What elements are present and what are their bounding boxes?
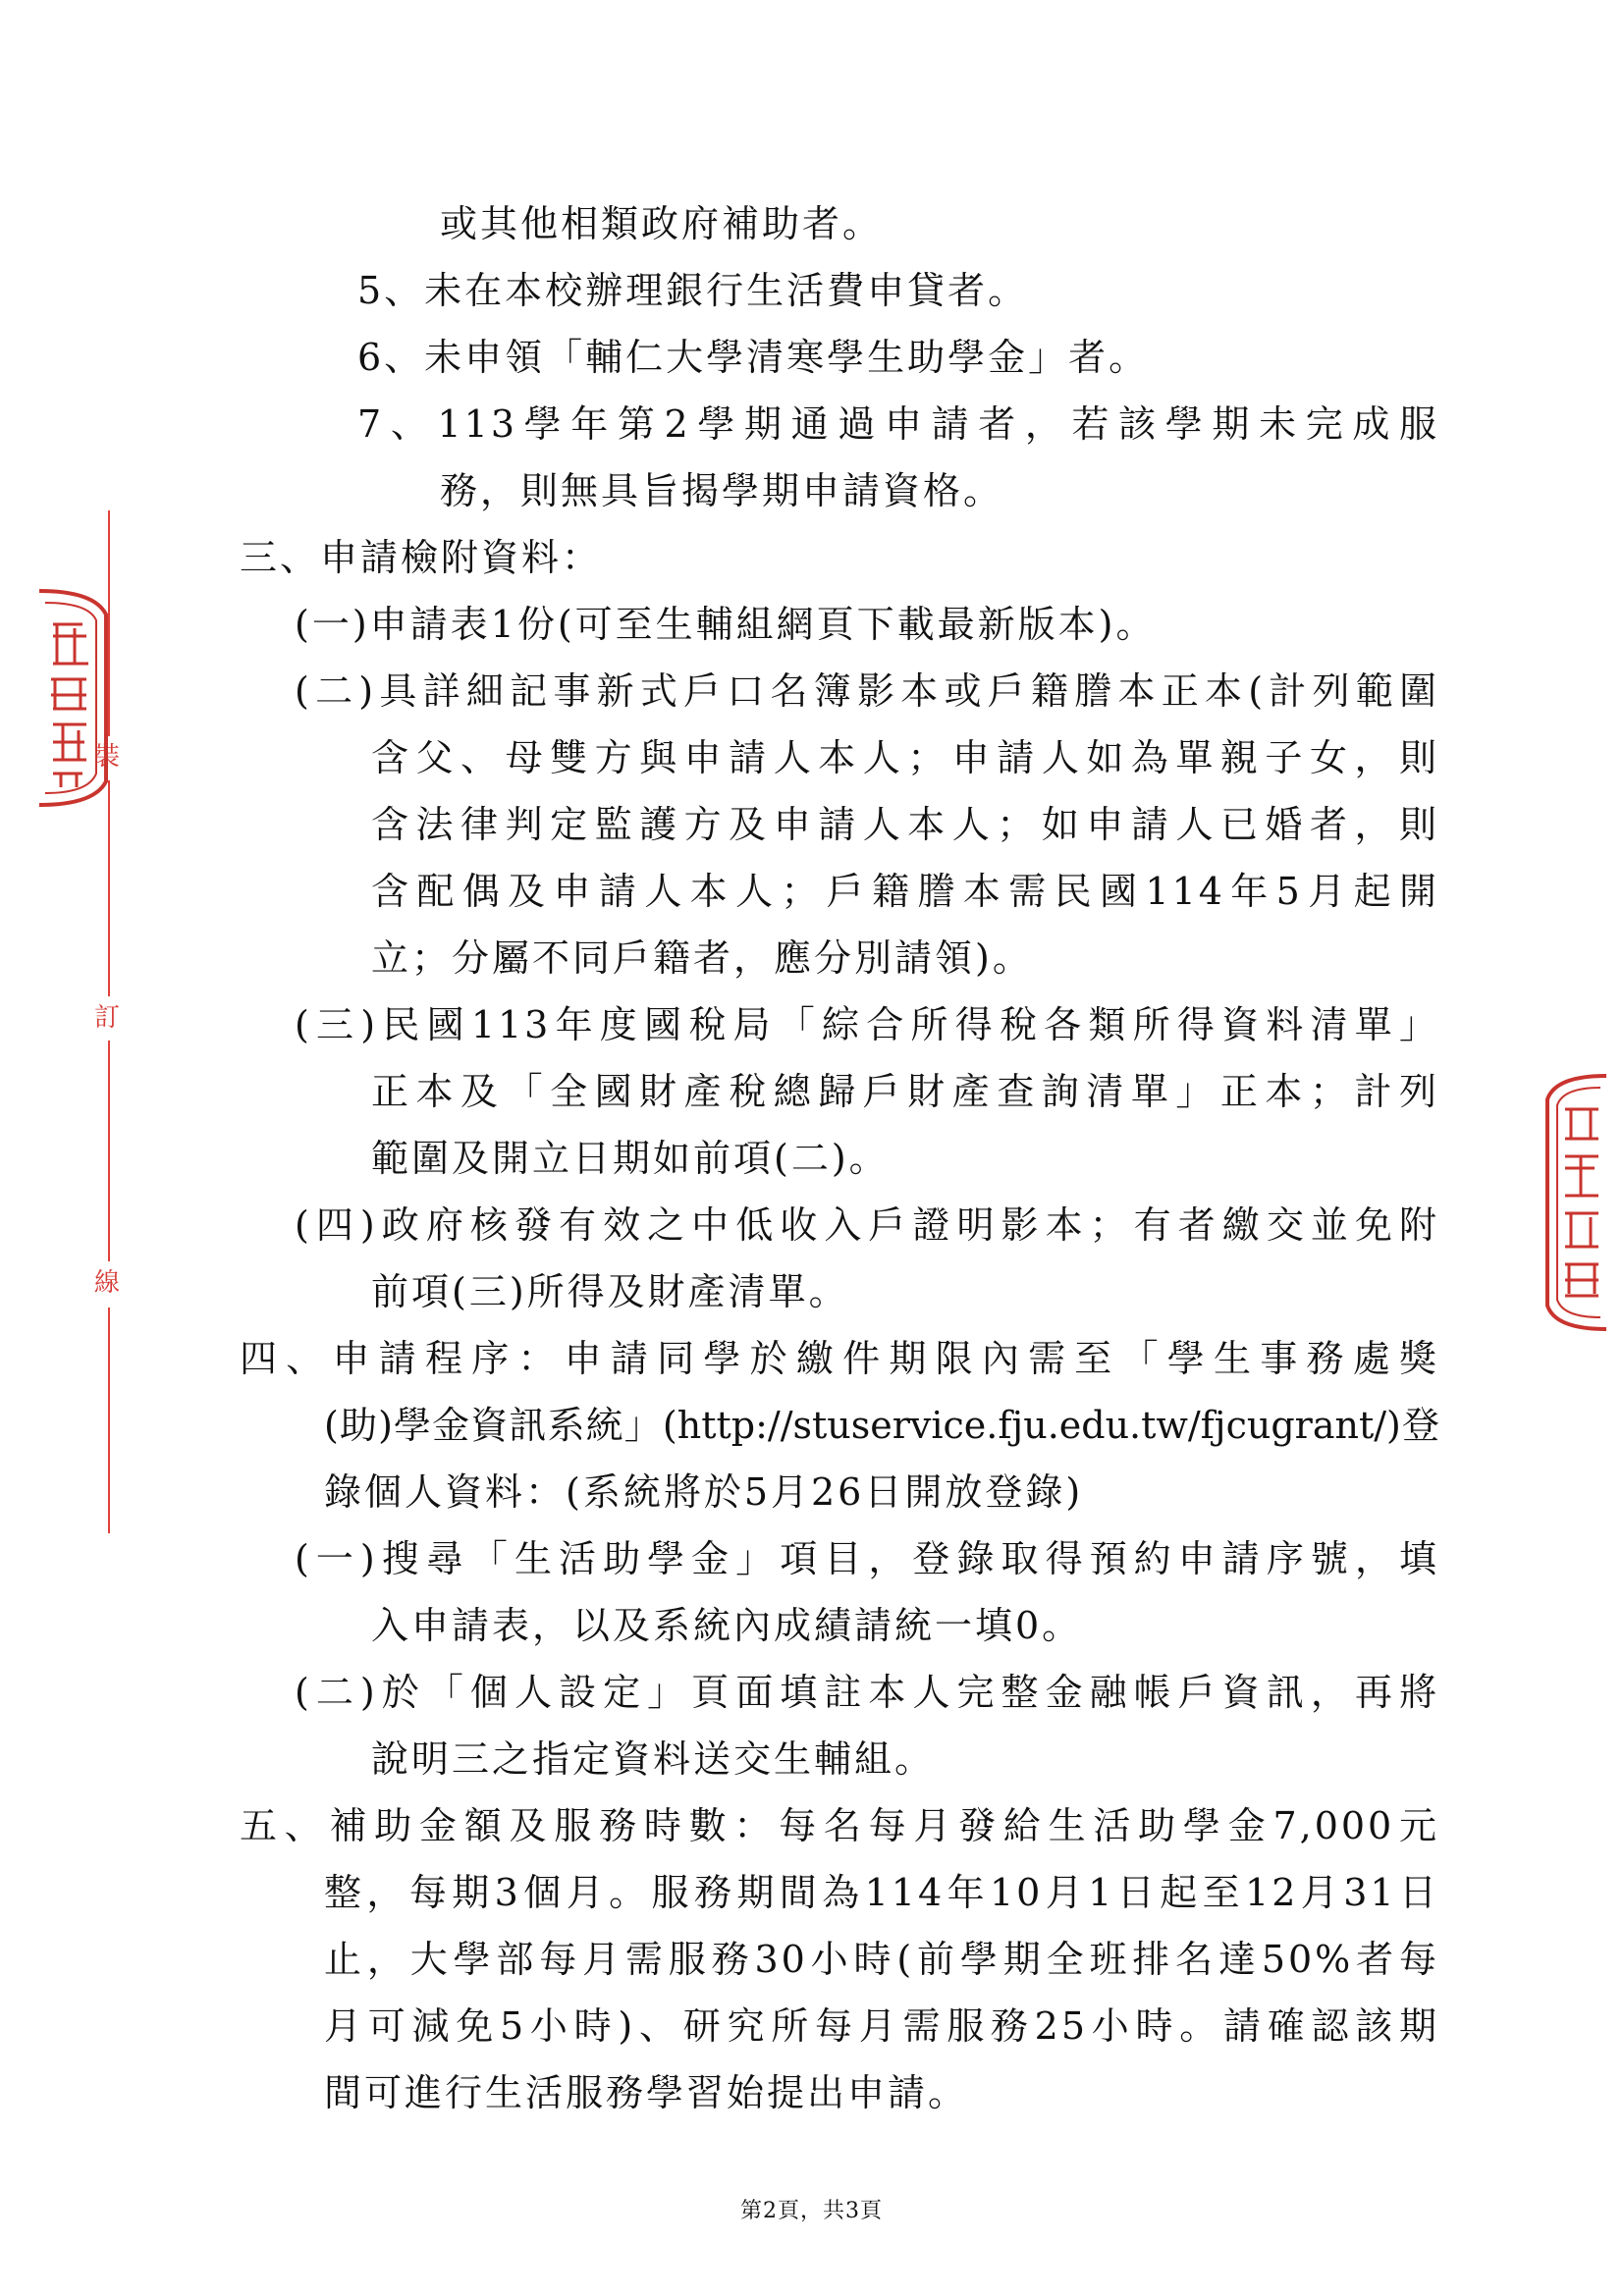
section-heading-3: 三、申請檢附資料： (240, 536, 603, 579)
binding-line-mid (108, 780, 110, 996)
list-item-7: 7、113學年第2學期通過申請者，若該學期未完成服 (357, 402, 1439, 446)
page-number-footer: 第2頁，共3頁 (740, 2199, 883, 2223)
text-line: 月可減免5小時)、研究所每月需服務25小時。請確認該期 (324, 2004, 1439, 2048)
text-line: 整，每期3個月。服務期間為114年10月1日起至12月31日 (324, 1871, 1439, 1914)
binding-char-xian: 線 (94, 1268, 121, 1298)
text-line: 前項(三)所得及財產清單。 (371, 1270, 849, 1313)
text-line-url: (助)學金資訊系統」(http://stuservice.fju.edu.tw/fjcugrant/)登 (324, 1404, 1439, 1447)
seal-stamp-right (1542, 1070, 1610, 1335)
subitem-3-4: (四)政府核發有效之中低收入戶證明影本；有者繳交並免附 (295, 1203, 1439, 1247)
binding-line-bottom (108, 1308, 110, 1533)
text-line: 含配偶及申請人本人；戶籍謄本需民國114年5月起開 (371, 870, 1439, 913)
subitem-3-2: (二)具詳細記事新式戶口名簿影本或戶籍謄本正本(計列範圍 (295, 669, 1439, 713)
text-line: 間可進行生活服務學習始提出申請。 (324, 2071, 969, 2114)
subitem-4-2: (二)於「個人設定」頁面填註本人完整金融帳戶資訊，再將 (295, 1671, 1439, 1714)
section-heading-4: 四、申請程序：申請同學於繳件期限內需至「學生事務處獎 (240, 1337, 1439, 1380)
subitem-3-3: (三)民國113年度國稅局「綜合所得稅各類所得資料清單」 (295, 1003, 1439, 1046)
subitem-3-1: (一)申請表1份(可至生輔組網頁下載最新版本)。 (295, 603, 1157, 646)
seal-stamp-left (35, 585, 114, 811)
text-line: 說明三之指定資料送交生輔組。 (371, 1737, 936, 1781)
section-heading-5: 五、補助金額及服務時數：每名每月發給生活助學金7,000元 (240, 1804, 1439, 1847)
binding-char-ding: 訂 (94, 1003, 121, 1033)
text-line: 入申請表，以及系統內成績請統一填0。 (371, 1604, 1083, 1647)
list-item-6: 6、未申領「輔仁大學清寒學生助學金」者。 (357, 336, 1150, 379)
text-line: 立；分屬不同戶籍者，應分別請領)。 (371, 936, 1033, 980)
text-line: 錄個人資料：(系統將於5月26日開放登錄) (324, 1470, 1084, 1514)
text-line: 含法律判定監護方及申請人本人；如申請人已婚者，則 (371, 803, 1439, 846)
text-line: 正本及「全國財產稅總歸戶財產查詢清單」正本；計列 (371, 1070, 1439, 1113)
text-line: 止，大學部每月需服務30小時(前學期全班排名達50%者每 (324, 1938, 1439, 1981)
text-line: 或其他相類政府補助者。 (440, 202, 884, 245)
binding-char-zhuang: 裝 (94, 742, 121, 772)
text-line: 範圍及開立日期如前項(二)。 (371, 1137, 890, 1180)
binding-line-low (108, 1041, 110, 1261)
subitem-4-1: (一)搜尋「生活助學金」項目，登錄取得預約申請序號，填 (295, 1537, 1439, 1580)
text-line: 務，則無具旨揭學期申請資格。 (440, 469, 1004, 512)
list-item-5: 5、未在本校辦理銀行生活費申貸者。 (357, 269, 1029, 312)
text-line: 含父、母雙方與申請人本人；申請人如為單親子女，則 (371, 736, 1439, 779)
